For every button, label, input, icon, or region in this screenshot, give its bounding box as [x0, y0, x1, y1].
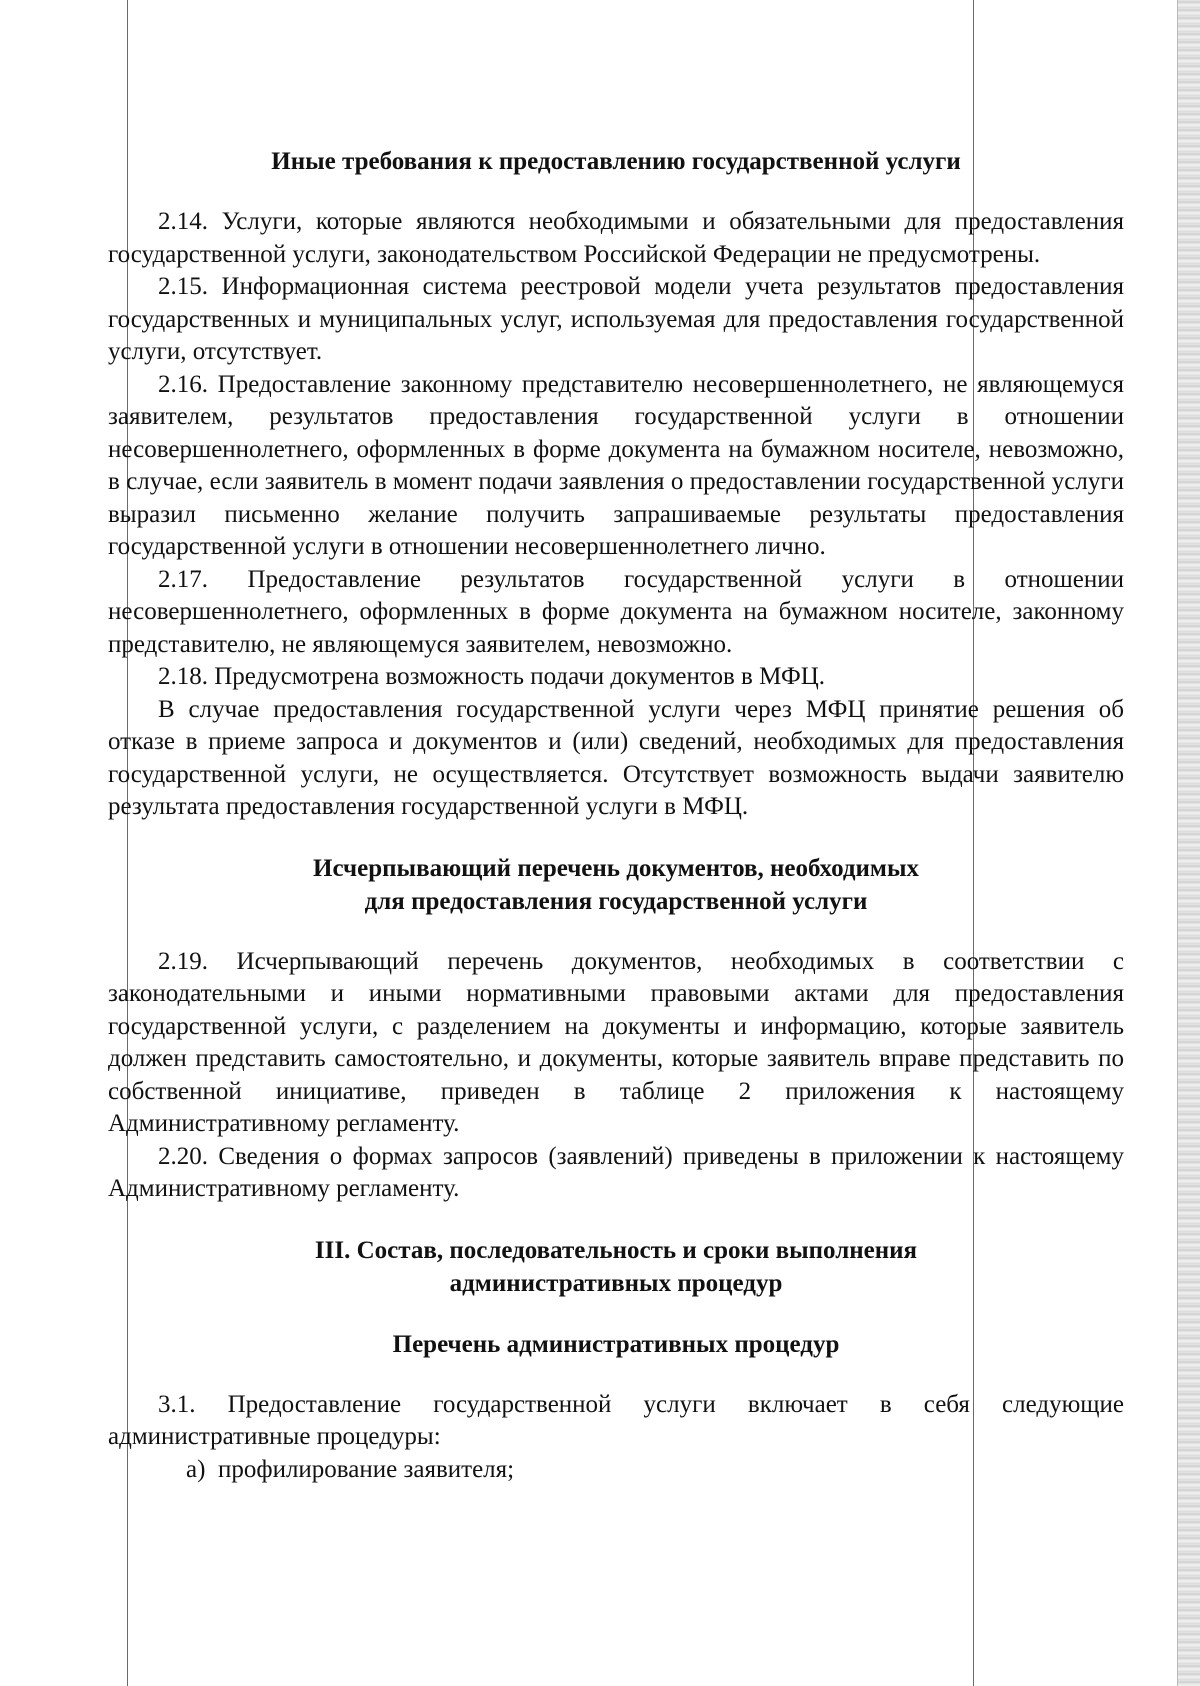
- list-item-a: [108, 1454, 1124, 1487]
- section-heading-documents-list: Исчерпывающий перечень документов, необходимых для предоставления государственной услуги: [313, 854, 919, 915]
- section-heading-other-requirements: Иные требования к предоставлению государственной услуги: [271, 148, 961, 175]
- paragraph-2-16: 2.16. Предоставление законному представителю несовершеннолетнего, не являющемуся заявителем, результатов предоставления государственной услуги в отношении несовершеннолетнего, оформленных в форме документа на бумажном носителе, невозможно, в случае, если заявитель в момент подачи заявления о предоставлении государственной услуги выразил письменно желание получить запрашиваемые результаты предоставления государственной услуги в отношении несовершеннолетнего лично.: [108, 370, 1124, 560]
- scan-page-edge: [1177, 0, 1200, 1686]
- paragraph-2-15: 2.15. Информационная система реестровой модели учета результатов предоставления государственных и муниципальных услуг, используемая для предоставления государственной услуги, отсутствует.: [108, 273, 1124, 365]
- section-heading-procedures-list: Перечень административных процедур: [392, 1330, 840, 1358]
- paragraph-2-17: 2.17. Предоставление результатов государственной услуги в отношении несовершеннолетнего, оформленных в форме документа на бумажном носителе, законному представителю, не являющемуся заявителем, невозможно.: [108, 565, 1124, 658]
- paragraph-2-14: 2.14. Услуги, которые являются необходимыми и обязательными для предоставления государственной услуги, законодательством Российской Федерации не предусмотрены.: [108, 208, 1124, 268]
- paragraph-2-18: 2.18. Предусмотрена возможность подачи документов в МФЦ.: [158, 663, 826, 690]
- paragraph-2-19: 2.19. Исчерпывающий перечень документов, необходимых в соответствии с законодательными и иными нормативными правовыми актами для предоставления государственной услуги, с разделением на документы и информацию, которые заявитель должен представить самостоятельно, и документы, которые заявитель вправе представить по собственной инициативе, приведен в таблице 2 приложения к настоящему Административному регламенту.: [108, 947, 1124, 1137]
- document-body: [108, 145, 1124, 1486]
- paragraph-2-18-continued: В случае предоставления государственной услуги через МФЦ принятие решения об отказе в приеме запроса и документов и (или) сведений, необходимых для предоставления государственной услуги, не осуществляется. Отсутствует возможность выдачи заявителю результата предоставления государственной услуги в МФЦ.: [108, 695, 1124, 820]
- list-marker: а): [186, 1455, 206, 1483]
- paragraph-2-20: 2.20. Сведения о формах запросов (заявлений) приведены в приложении к настоящему Административному регламенту.: [108, 1142, 1124, 1202]
- chapter-heading-iii: III. Состав, последовательность и сроки выполнения административных процедур: [314, 1236, 918, 1297]
- list-item-text: профилирование заявителя;: [218, 1455, 515, 1483]
- paragraph-3-1: 3.1. Предоставление государственной услуги включает в себя следующие административные процедуры:: [108, 1390, 1124, 1450]
